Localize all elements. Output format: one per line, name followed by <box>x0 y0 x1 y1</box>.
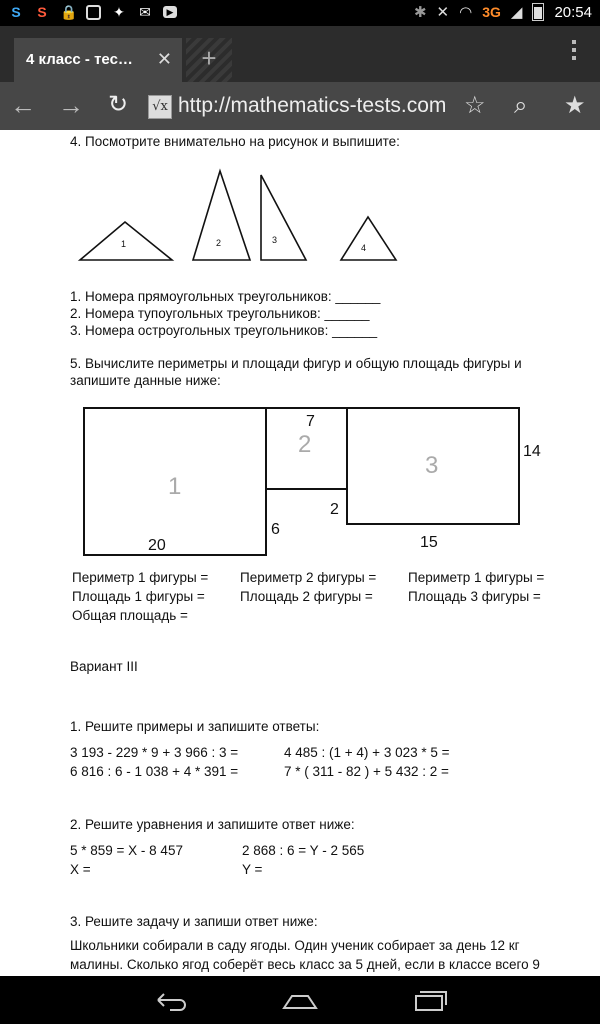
perimeter-2-label: Периметр 2 фигуры = <box>240 570 377 585</box>
triangle-label-2: 2 <box>216 238 222 248</box>
q4-title: 4. Посмотрите внимательно на рисунок и выпишите: <box>70 134 400 149</box>
composite-figure <box>0 400 600 560</box>
equation-1: 5 * 859 = X - 8 457 <box>70 843 183 858</box>
overflow-menu-icon[interactable] <box>572 40 578 64</box>
usb-icon: ✦ <box>113 4 125 20</box>
recent-apps-icon[interactable] <box>410 988 450 1012</box>
total-area-label: Общая площадь = <box>72 608 188 623</box>
bookmarks-icon[interactable]: ★ <box>564 92 586 119</box>
example-4: 7 * ( 311 - 82 ) + 5 432 : 2 = <box>284 764 449 779</box>
example-2: 4 485 : (1 + 4) + 3 023 * 5 = <box>284 745 450 760</box>
triangle-4 <box>341 217 396 260</box>
task3-text-line-2: малины. Сколько ягод соберёт весь класс за 5 дней, если в классе всего 9 <box>70 957 540 972</box>
task1-title: 1. Решите примеры и запишите ответы: <box>70 719 320 734</box>
address-bar[interactable] <box>148 91 454 123</box>
task3-title: 3. Решите задачу и запиши ответ ниже: <box>70 914 318 929</box>
dimension-20: 20 <box>148 537 166 554</box>
search-icon[interactable]: ⌕ <box>514 92 528 119</box>
dimension-7: 7 <box>306 413 315 430</box>
triangle-2 <box>193 171 250 260</box>
area-3-label: Площадь 3 фигуры = <box>408 589 541 604</box>
answer-x: X = <box>70 862 91 877</box>
site-favicon-icon: √x <box>148 95 172 119</box>
q5-title-line-1: 5. Вычислите периметры и площади фигур и общую площадь фигуры и <box>70 356 522 371</box>
tab-close-icon[interactable]: ✕ <box>156 49 172 69</box>
reload-icon[interactable]: ↻ <box>108 91 129 118</box>
tab-title: 4 класс - тес… <box>26 51 133 68</box>
q4-line-1: 1. Номера прямоугольных треугольников: ______ <box>70 289 381 304</box>
page-content <box>0 130 600 976</box>
forward-arrow-icon[interactable]: → <box>58 90 84 120</box>
perimeter-3-label: Периметр 1 фигуры = <box>408 570 545 585</box>
triangle-label-1: 1 <box>121 239 127 249</box>
star-icon[interactable]: ☆ <box>464 92 486 119</box>
network-type: 3G <box>482 4 501 20</box>
triangle-label-3: 3 <box>272 235 278 245</box>
clock: 20:54 <box>554 3 592 21</box>
equation-2: 2 868 : 6 = Y - 2 565 <box>242 843 365 858</box>
answer-y: Y = <box>242 862 263 877</box>
home-nav-icon[interactable] <box>280 988 320 1012</box>
triangles-figure <box>0 160 600 300</box>
variant-heading: Вариант III <box>70 659 138 674</box>
q4-line-3: 3. Номера остроугольных треугольников: ______ <box>70 323 378 338</box>
youtube-icon: ▶ <box>163 6 177 18</box>
url-text[interactable]: http://mathematics-tests.com <box>178 94 447 117</box>
status-bar <box>0 0 600 26</box>
dimension-14: 14 <box>523 443 541 460</box>
example-1: 3 193 - 229 * 9 + 3 966 : 3 = <box>70 745 239 760</box>
skype-icon: S <box>11 4 21 20</box>
triangle-3 <box>261 175 306 260</box>
tab-bar <box>0 26 600 82</box>
navigation-bar <box>0 976 600 1024</box>
task2-title: 2. Решите уравнения и запишите ответ ниже: <box>70 817 355 832</box>
battery-icon <box>532 3 544 21</box>
back-arrow-icon[interactable]: ← <box>10 90 36 120</box>
figure-label-2: 2 <box>298 431 312 458</box>
mute-icon: ✕ <box>436 4 450 21</box>
area-2-label: Площадь 2 фигуры = <box>240 589 373 604</box>
bluetooth-icon: ✱ <box>413 4 427 21</box>
dimension-2: 2 <box>330 501 339 518</box>
signal-icon: ◢ <box>510 4 523 21</box>
dimension-15: 15 <box>420 534 438 551</box>
wifi-icon: ◠ <box>459 4 473 21</box>
dimension-6: 6 <box>271 521 280 538</box>
figure-label-1: 1 <box>168 473 182 500</box>
example-3: 6 816 : 6 - 1 038 + 4 * 391 = <box>70 764 239 779</box>
instagram-icon <box>86 5 101 20</box>
perimeter-1-label: Периметр 1 фигуры = <box>72 570 209 585</box>
back-nav-icon[interactable] <box>150 988 190 1012</box>
mail-icon: ✉ <box>139 4 151 20</box>
figure-label-3: 3 <box>425 452 439 479</box>
area-1-label: Площадь 1 фигуры = <box>72 589 205 604</box>
triangle-label-4: 4 <box>361 243 367 253</box>
app-s-icon: S <box>37 4 47 20</box>
new-tab-button[interactable] <box>186 38 232 82</box>
q4-line-2: 2. Номера тупоугольных треугольников: ______ <box>70 306 370 321</box>
task3-text-line-1: Школьники собирали в саду ягоды. Один ученик собирает за день 12 кг <box>70 938 520 953</box>
browser-toolbar <box>0 82 600 130</box>
plus-icon: + <box>201 43 217 73</box>
lock-icon: 🔒 <box>60 4 78 20</box>
q5-title-line-2: запишите данные ниже: <box>70 373 221 388</box>
browser-tab[interactable] <box>14 38 182 82</box>
